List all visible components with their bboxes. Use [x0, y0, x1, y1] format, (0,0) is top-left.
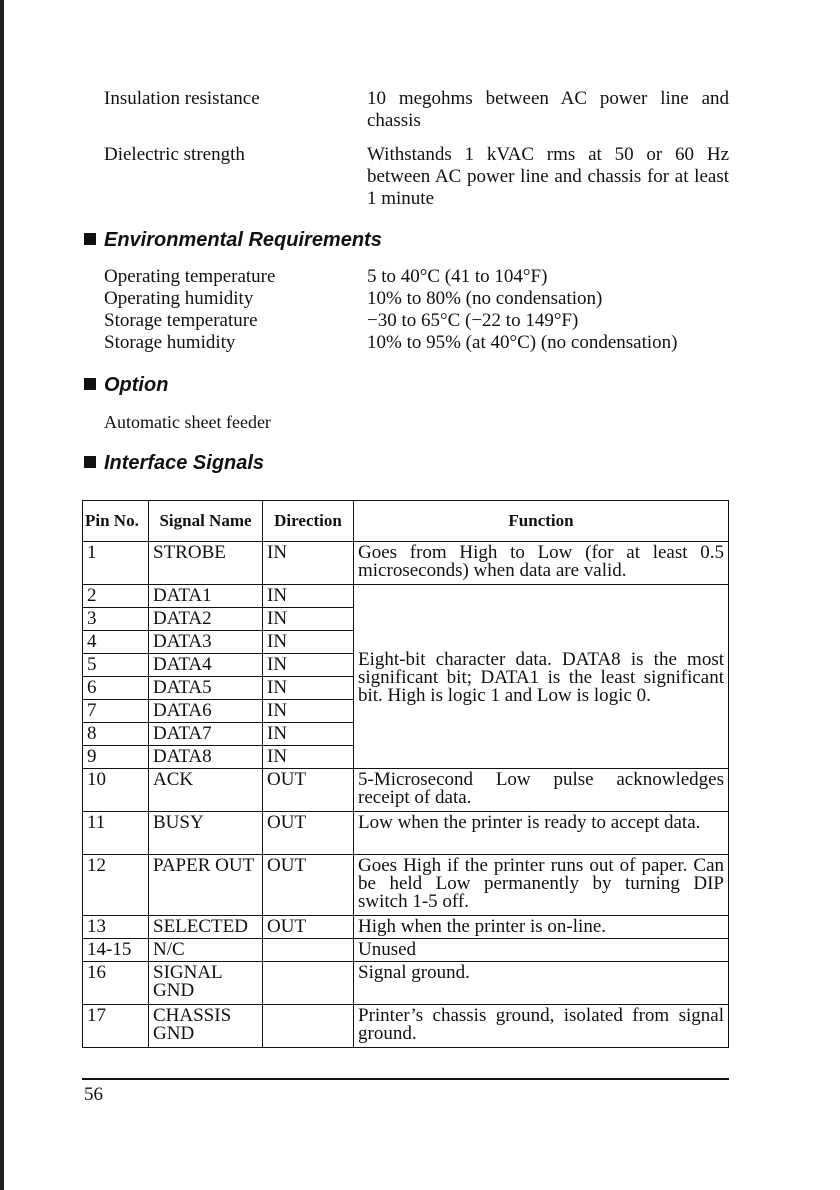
signal-cell: $\overline{ACK}$	[149, 769, 263, 812]
table-row	[83, 812, 729, 855]
signal-cell: BUSY	[149, 812, 263, 855]
signal-cell: SIGNAL GND	[149, 962, 263, 1005]
env-value: 10% to 80% (no condensation)	[367, 288, 603, 309]
option-heading: Option	[84, 374, 168, 397]
table-row	[83, 1005, 729, 1048]
direction-cell: IN	[263, 723, 354, 746]
col-header-direction: Direction	[263, 501, 354, 542]
env-label: Operating humidity	[104, 288, 254, 309]
function-cell: 5-Microsecond Low pulse acknowledges receipt of data.	[354, 769, 729, 812]
spec-value-dielectric: Withstands 1 kVAC rms at 50 or 60 Hz between AC power line and chassis for at least 1 minute	[367, 144, 729, 209]
pin-cell: 3	[83, 608, 149, 631]
function-cell: Printer’s chassis ground, isolated from signal ground.	[354, 1005, 729, 1048]
pin-cell: 17	[83, 1005, 149, 1048]
function-cell: Low when the printer is ready to accept data.	[354, 812, 729, 855]
direction-cell: IN	[263, 746, 354, 769]
pin-cell: 16	[83, 962, 149, 1005]
direction-cell: OUT	[263, 855, 354, 916]
direction-cell	[263, 962, 354, 1005]
pin-cell: 11	[83, 812, 149, 855]
interface-signals-table	[82, 500, 729, 1048]
spec-value-insulation: 10 megohms between AC power line and chassis	[367, 88, 729, 131]
env-value: 10% to 95% (at 40°C) (no condensation)	[367, 332, 678, 353]
function-cell: Unused	[354, 939, 729, 962]
signal-cell: DATA6	[149, 700, 263, 723]
signal-cell: DATA7	[149, 723, 263, 746]
env-label: Storage humidity	[104, 332, 236, 353]
pin-cell: 10	[83, 769, 149, 812]
direction-cell	[263, 939, 354, 962]
signal-cell: SELECTED	[149, 916, 263, 939]
pin-cell: 9	[83, 746, 149, 769]
direction-cell: IN	[263, 542, 354, 585]
pin-cell: 2	[83, 585, 149, 608]
direction-cell: OUT	[263, 769, 354, 812]
pin-cell: 5	[83, 654, 149, 677]
pin-cell: 8	[83, 723, 149, 746]
signal-cell: PAPER OUT	[149, 855, 263, 916]
signal-cell: DATA2	[149, 608, 263, 631]
direction-cell: OUT	[263, 812, 354, 855]
pin-cell: 12	[83, 855, 149, 916]
signal-cell: DATA8	[149, 746, 263, 769]
col-header-signal: Signal Name	[149, 501, 263, 542]
direction-cell: IN	[263, 677, 354, 700]
interface-heading: Interface Signals	[84, 452, 264, 475]
env-label: Operating temperature	[104, 266, 276, 287]
direction-cell: IN	[263, 585, 354, 608]
direction-cell: IN	[263, 654, 354, 677]
pin-cell: 4	[83, 631, 149, 654]
direction-cell: IN	[263, 700, 354, 723]
table-row	[83, 769, 729, 812]
col-header-pin: Pin No.	[83, 501, 149, 542]
function-cell-data-bits: Eight-bit character data. DATA8 is the most significant bit; DATA1 is the least significant bit. High is logic 1 and Low is logic 0.	[354, 585, 729, 769]
function-cell: Goes from High to Low (for at least 0.5 microseconds) when data are valid.	[354, 542, 729, 585]
table-row	[83, 916, 729, 939]
footer-rule	[82, 1078, 729, 1080]
signal-cell: DATA4	[149, 654, 263, 677]
direction-cell: IN	[263, 608, 354, 631]
env-value: 5 to 40°C (41 to 104°F)	[367, 266, 548, 287]
pin-cell: 14-15	[83, 939, 149, 962]
table-row	[83, 855, 729, 916]
page-edge	[0, 0, 4, 1190]
function-cell: Goes High if the printer runs out of paper. Can be held Low permanently by turning DIP switch 1-5 off.	[354, 855, 729, 916]
signal-cell: N/C	[149, 939, 263, 962]
environmental-heading: Environmental Requirements	[84, 229, 382, 252]
pin-cell: 7	[83, 700, 149, 723]
spec-label-insulation: Insulation resistance	[104, 88, 260, 109]
direction-cell: OUT	[263, 916, 354, 939]
table-row	[83, 542, 729, 585]
function-cell: Signal ground.	[354, 962, 729, 1005]
signal-cell: DATA3	[149, 631, 263, 654]
option-text: Automatic sheet feeder	[104, 412, 271, 432]
env-label: Storage temperature	[104, 310, 258, 331]
table-row	[83, 585, 729, 608]
table-row	[83, 962, 729, 1005]
function-cell: High when the printer is on-line.	[354, 916, 729, 939]
env-value: −30 to 65°C (−22 to 149°F)	[367, 310, 579, 331]
direction-cell: IN	[263, 631, 354, 654]
bullet-icon	[84, 456, 96, 468]
table-row	[83, 939, 729, 962]
pin-cell: 13	[83, 916, 149, 939]
signal-cell: CHASSIS GND	[149, 1005, 263, 1048]
page-number: 56	[84, 1084, 103, 1105]
signal-cell: DATA1	[149, 585, 263, 608]
bullet-icon	[84, 378, 96, 390]
signal-cell: STROBE	[149, 542, 263, 585]
bullet-icon	[84, 233, 96, 245]
signal-cell: DATA5	[149, 677, 263, 700]
col-header-function: Function	[354, 501, 729, 542]
direction-cell	[263, 1005, 354, 1048]
pin-cell: 6	[83, 677, 149, 700]
table-header-row	[83, 501, 729, 542]
spec-label-dielectric: Dielectric strength	[104, 144, 245, 165]
pin-cell: 1	[83, 542, 149, 585]
